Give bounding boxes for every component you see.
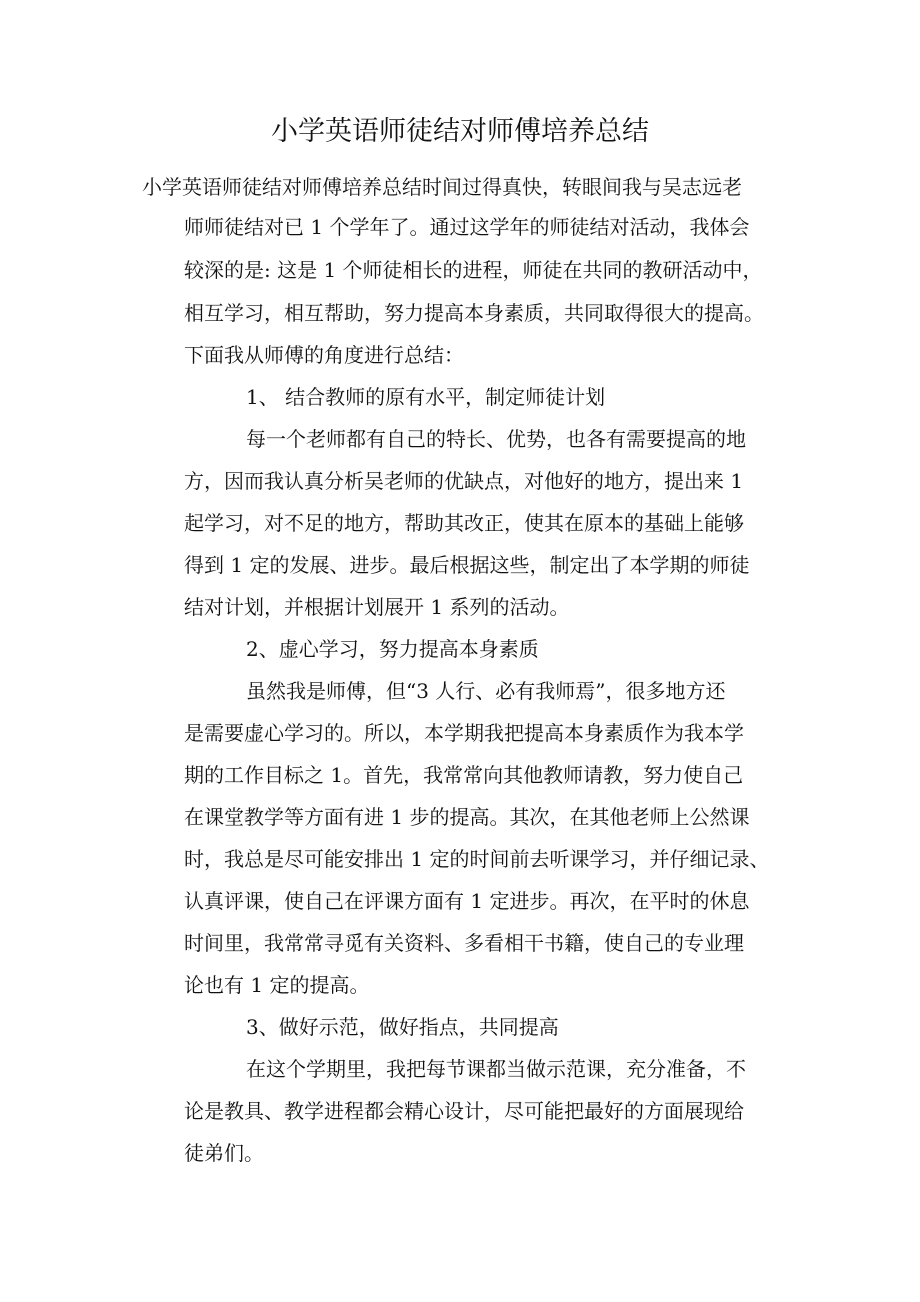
body-line: 时，我总是尽可能安排出 1 定的时间前去听课学习，并仔细记录、 bbox=[184, 847, 770, 871]
body-line: 师师徒结对已 1 个学年了。通过这学年的师徒结对活动，我体会 bbox=[184, 215, 750, 239]
body-line: 方，因而我认真分析吴老师的优缺点，对他好的地方，提出来 1 bbox=[184, 469, 744, 493]
body-line: 在课堂教学等方面有进 1 步的提高。其次，在其他老师上公然课 bbox=[184, 805, 750, 829]
body-line: 下面我从师傅的角度进行总结： bbox=[184, 343, 464, 367]
body-line: 论是教具、教学进程都会精心设计，尽可能把最好的方面展现给 bbox=[184, 1099, 744, 1123]
body-line: 虽然我是师傅，但“3 人行、必有我师焉”，很多地方还 bbox=[246, 679, 726, 703]
body-line: 时间里，我常常寻觅有关资料、多看相干书籍，使自己的专业理 bbox=[184, 931, 744, 955]
body-line: 论也有 1 定的提高。 bbox=[184, 973, 370, 997]
section-heading-3: 3、做好示范，做好指点，共同提高 bbox=[246, 1015, 559, 1039]
body-line: 相互学习，相互帮助，努力提高本身素质，共同取得很大的提高。 bbox=[184, 301, 764, 325]
body-line: 认真评课，使自己在评课方面有 1 定进步。再次，在平时的休息 bbox=[184, 889, 750, 913]
section-heading-2: 2、虚心学习，努力提高本身素质 bbox=[246, 637, 539, 661]
section-heading-1: 1、 结合教师的原有水平，制定师徒计划 bbox=[246, 385, 606, 409]
body-line: 结对计划，并根据计划展开 1 系列的活动。 bbox=[184, 595, 570, 619]
body-line: 较深的是: 这是 1 个师徒相长的进程，师徒在共同的教研活动中， bbox=[184, 258, 763, 282]
body-line: 期的工作目标之 1。首先，我常常向其他教师请教，努力使自己 bbox=[184, 763, 744, 787]
body-line: 在这个学期里，我把每节课都当做示范课，充分准备，不 bbox=[246, 1057, 746, 1081]
body-line: 起学习，对不足的地方，帮助其改正，使其在原本的基础上能够 bbox=[184, 511, 744, 535]
body-line: 小学英语师徒结对师傅培养总结时间过得真快，转眼间我与吴志远老 bbox=[142, 175, 742, 199]
body-line: 徒弟们。 bbox=[184, 1141, 264, 1165]
body-line: 是需要虚心学习的。所以，本学期我把提高本身素质作为我本学 bbox=[184, 721, 744, 745]
body-line: 得到 1 定的发展、进步。最后根据这些，制定出了本学期的师徒 bbox=[184, 553, 750, 577]
document-title: 小学英语师徒结对师傅培养总结 bbox=[271, 116, 649, 147]
body-line: 每一个老师都有自己的特长、优势，也各有需要提高的地 bbox=[246, 427, 746, 451]
